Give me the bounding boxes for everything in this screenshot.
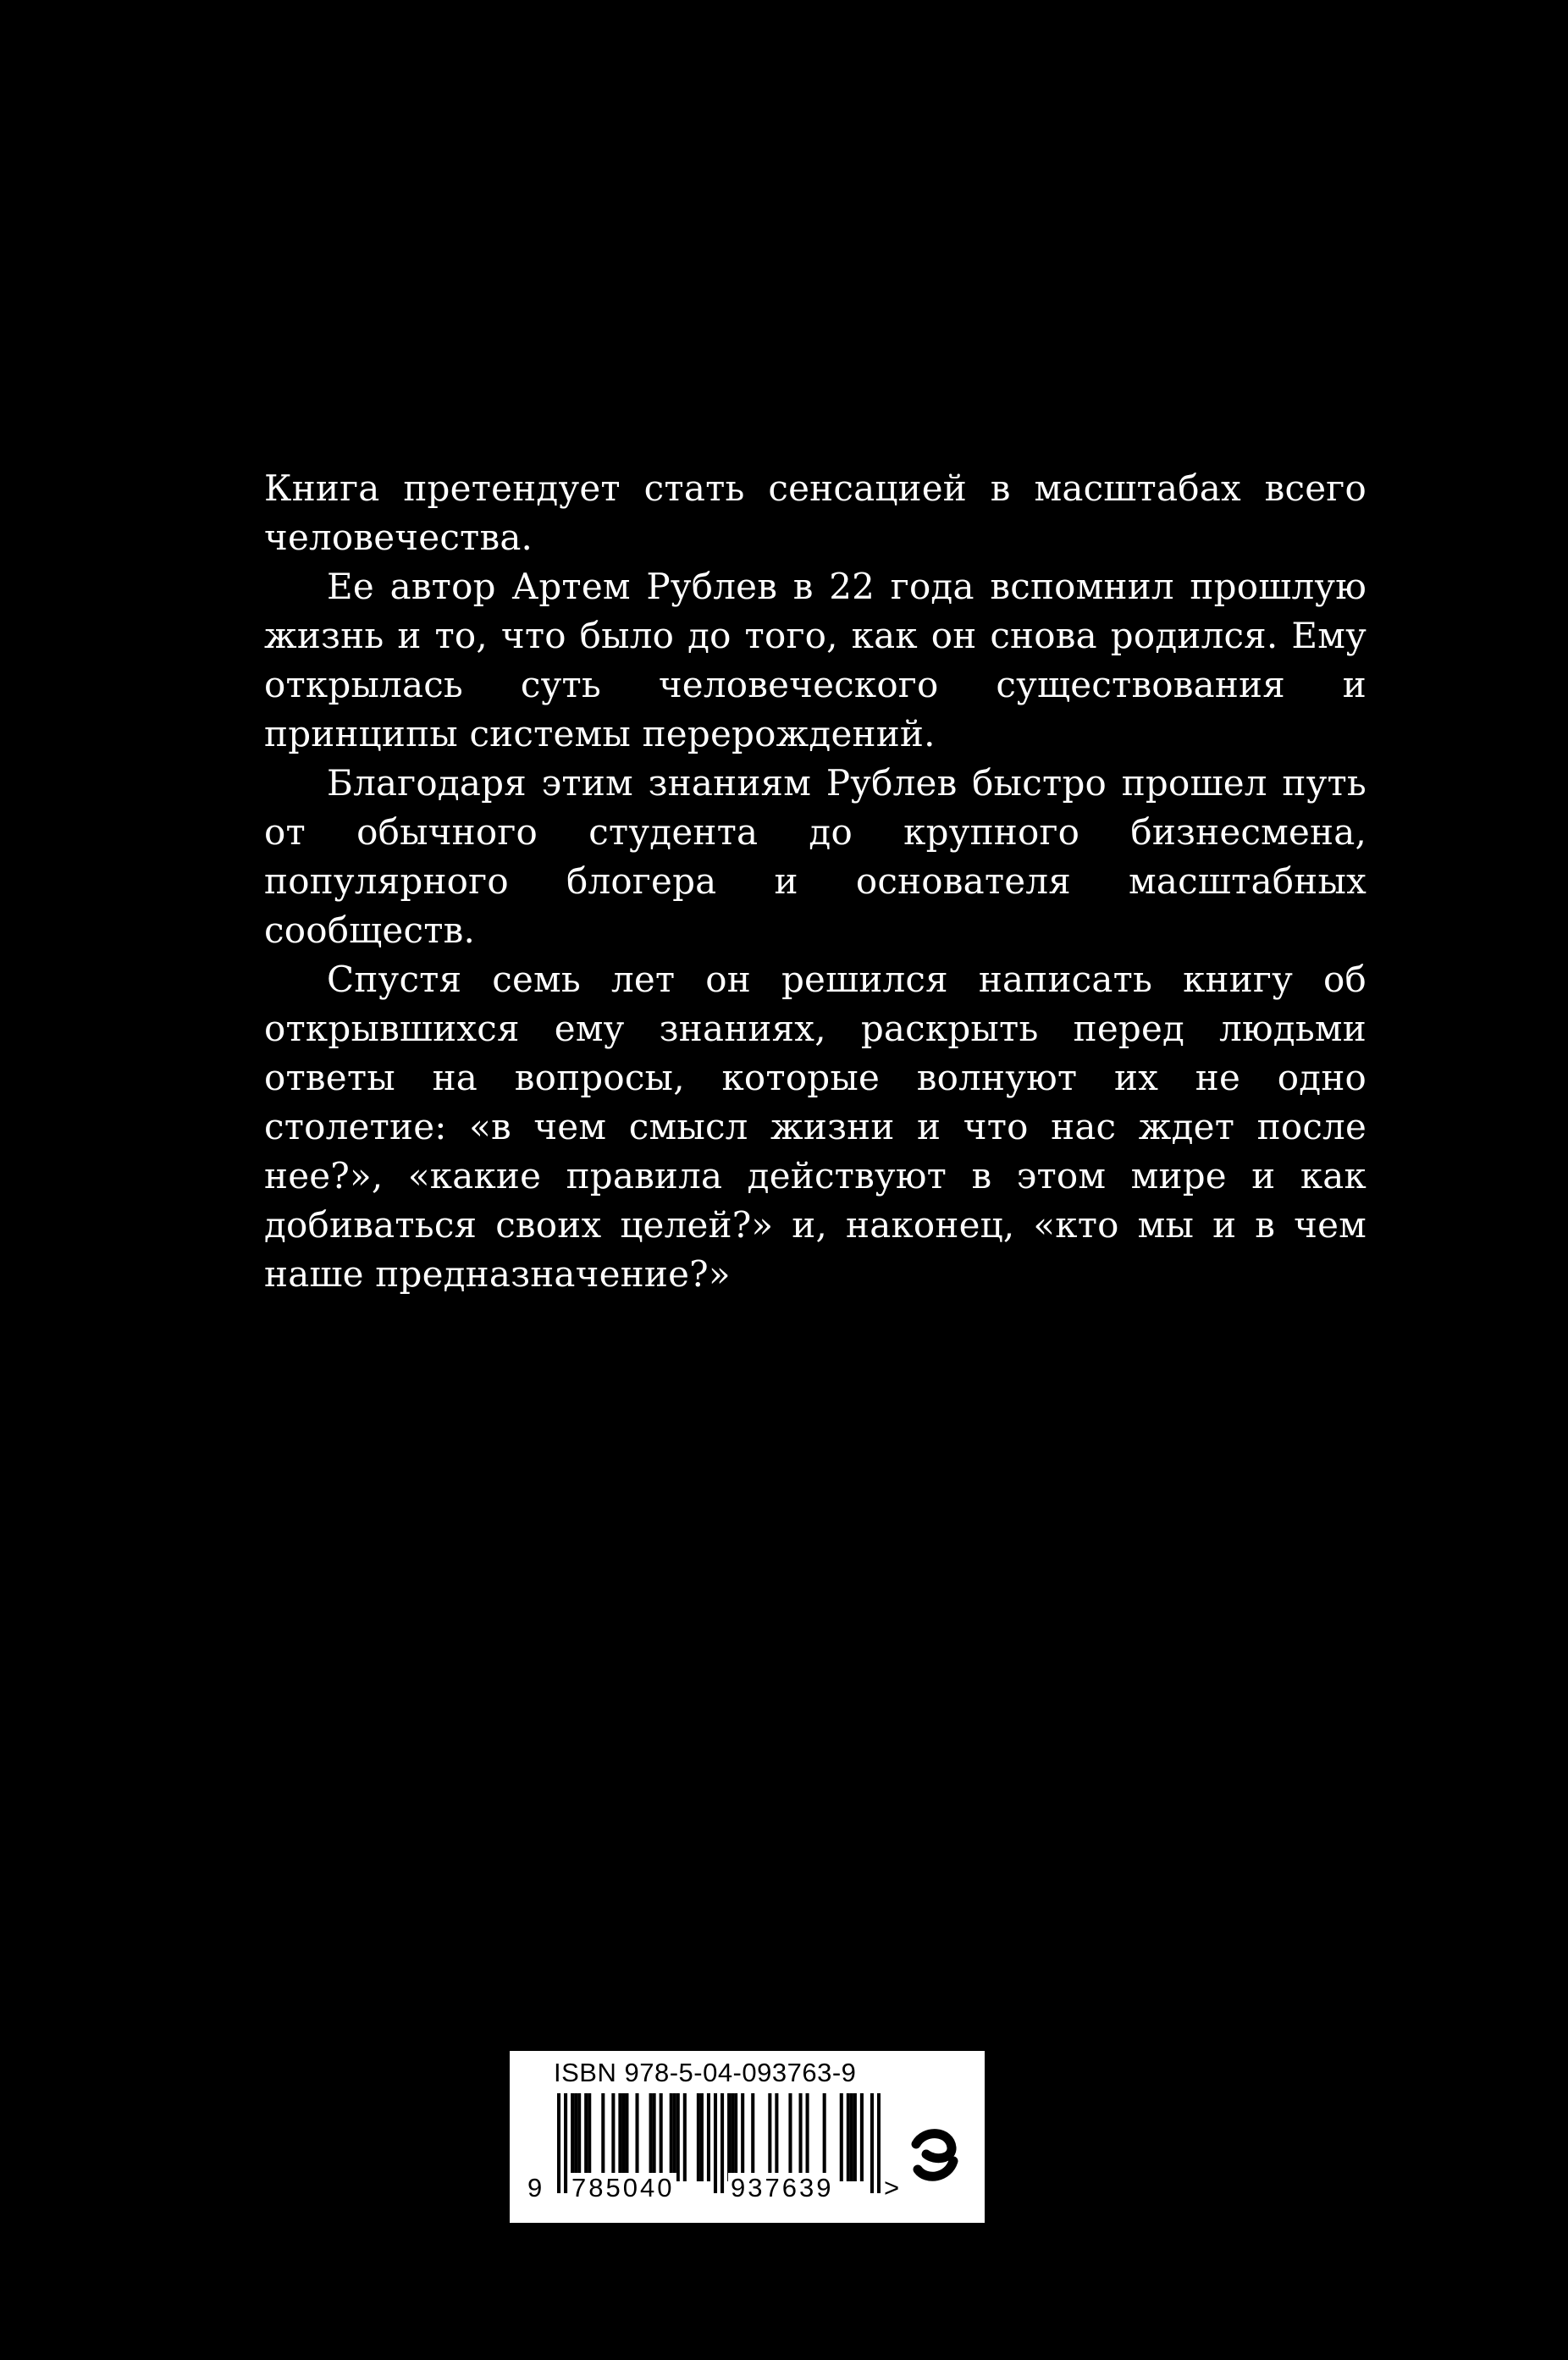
barcode-bar [731, 2093, 734, 2181]
eksmo-logo-icon [901, 2110, 969, 2195]
barcode-digits-left: 785040 [569, 2173, 676, 2203]
barcode-bar [860, 2093, 864, 2181]
barcode-bar [798, 2093, 802, 2181]
barcode-bar [806, 2093, 809, 2181]
barcode-bar [649, 2093, 653, 2181]
barcode-bar [697, 2093, 700, 2181]
barcode-bar [847, 2093, 850, 2181]
barcode-bar [621, 2093, 625, 2181]
barcode-bar [683, 2093, 687, 2181]
barcode-bar [601, 2093, 605, 2181]
barcode-digits-right: 937639 [728, 2173, 836, 2203]
barcode-bar [618, 2093, 621, 2181]
barcode-bar [611, 2093, 615, 2181]
isbn-label: ISBN 978-5-04-093763-9 [554, 2058, 857, 2087]
barcode-bar [788, 2093, 792, 2181]
barcode-bar [670, 2093, 673, 2181]
blurb-paragraph-3: Благодаря этим знаниям Рублев быстро прошел путь от обычного студента до крупного бизнесмена, популярного блогера и основателя масштабных сообществ. [264, 762, 1366, 951]
barcode-bar [660, 2093, 663, 2181]
barcode-bar [571, 2093, 574, 2181]
barcode-bar [584, 2093, 588, 2181]
barcode-bar [741, 2093, 744, 2181]
barcode-bar [635, 2093, 638, 2181]
barcode-bar [734, 2093, 737, 2181]
barcode-bar [577, 2093, 581, 2181]
barcode-bar [707, 2093, 710, 2181]
barcode-bar [853, 2093, 857, 2181]
barcode-bar [775, 2093, 778, 2181]
barcode-bar [588, 2093, 591, 2181]
barcode-digit-first: 9 [525, 2173, 547, 2203]
blurb-paragraph-1: Книга претендует стать сенсацией в масштабах всего человечества. [264, 467, 1366, 558]
isbn-barcode-box [510, 2051, 985, 2223]
barcode-digits [525, 2173, 914, 2217]
barcode-bar [768, 2093, 771, 2181]
back-cover-blurb [264, 464, 1366, 1299]
barcode-bar [840, 2093, 843, 2181]
barcode-quiet-zone-mark: > [884, 2173, 903, 2202]
barcode-bar [673, 2093, 676, 2181]
barcode-bar [625, 2093, 628, 2181]
blurb-paragraph-4: Спустя семь лет он решился написать книгу об открывшихся ему знаниях, раскрыть перед людьми ответы на вопросы, которые волнуют их не одно столетие: «в чем смысл жизни и что нас ждет после нее?», «какие правила действуют в этом мире и как добиваться своих целей?» и, наконец, «кто мы и в чем наше предназначение?» [264, 959, 1366, 1295]
barcode-bar [850, 2093, 853, 2181]
barcode-bar [676, 2093, 680, 2181]
barcode-bar [653, 2093, 656, 2181]
barcode-bar [700, 2093, 704, 2181]
barcode-bar [751, 2093, 754, 2181]
blurb-paragraph-2: Ее автор Артем Рублев в 22 года вспомнил прошлую жизнь и то, что было до того, как он снова родился. Ему открылась суть человеческого существования и принципы системы перерождений. [264, 566, 1366, 754]
barcode-bar [823, 2093, 826, 2181]
barcode-bar [727, 2093, 731, 2181]
barcode-bar [574, 2093, 577, 2181]
